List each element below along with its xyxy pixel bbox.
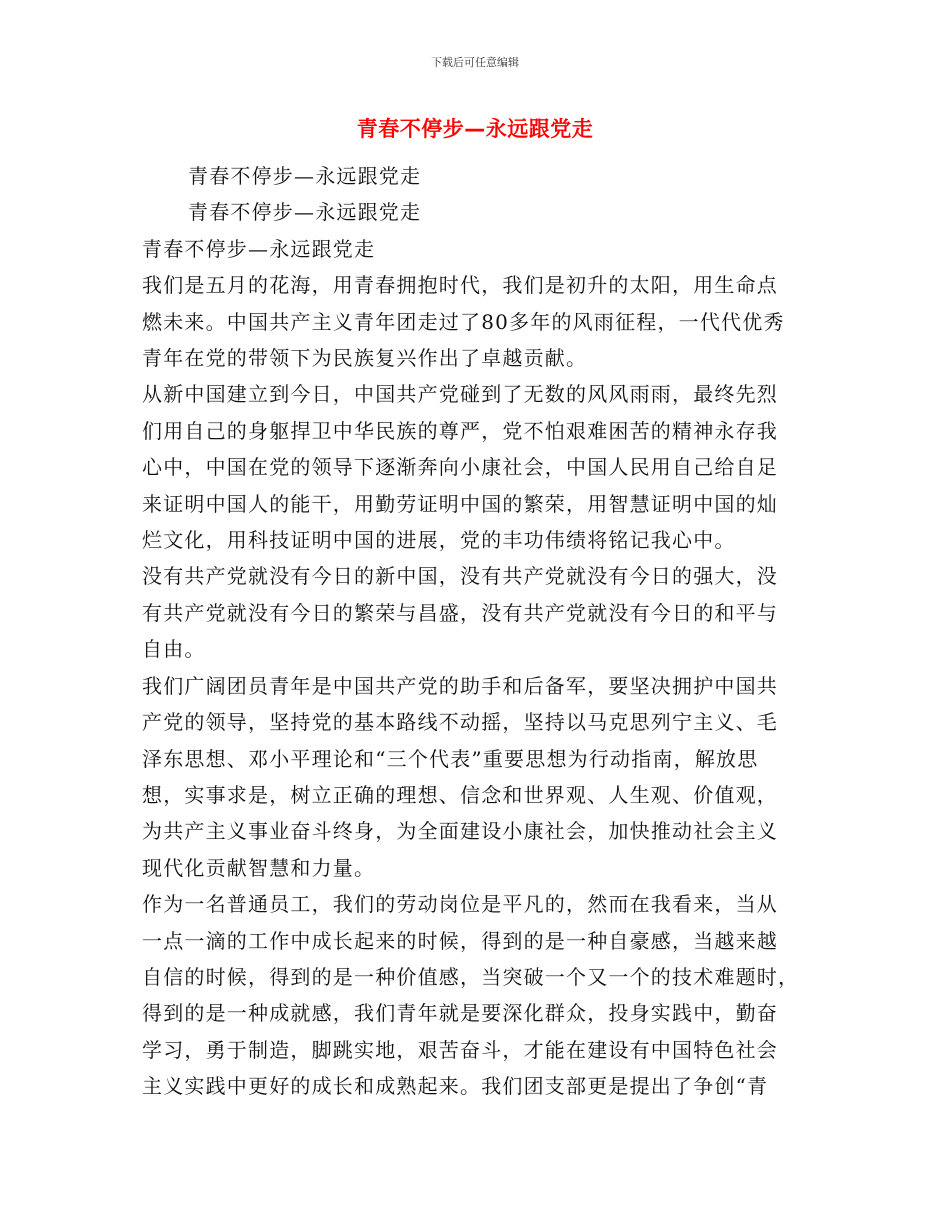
text-line: 产党的领导，坚持党的基本路线不动摇，坚持以马克思列宁主义、毛 <box>142 710 778 735</box>
document-title: 青春不停步—永远跟党走 <box>356 117 594 141</box>
text-line: 青年在党的带领下为民族复兴作出了卓越贡献。 <box>142 346 588 371</box>
text-line: 自由。 <box>142 637 206 662</box>
text-line: 学习，勇于制造，脚跳实地，艰苦奋斗，才能在建设有中国特色社会 <box>142 1037 778 1062</box>
header-note: 下载后可任意编辑 <box>431 56 519 69</box>
text-line: 自信的时候，得到的是一种价值感，当突破一个又一个的技术难题时， <box>142 964 800 989</box>
text-line: 现代化贡献智慧和力量。 <box>142 855 376 880</box>
text-line: 我们广阔团员青年是中国共产党的助手和后备军，要坚决拥护中国共 <box>142 673 778 698</box>
text-line: 想，实事求是，树立正确的理想、信念和世界观、人生观、价值观， <box>142 782 778 807</box>
text-line: 泽东思想、邓小平理论和“三个代表”重要思想为行动指南，解放思 <box>142 746 759 771</box>
text-line: 一点一滴的工作中成长起来的时候，得到的是一种自豪感，当越来越 <box>142 928 778 953</box>
text-line: 烂文化，用科技证明中国的进展，党的丰功伟绩将铭记我心中。 <box>142 528 736 553</box>
text-line: 青春不停步—永远跟党走 <box>188 200 422 225</box>
text-line: 主义实践中更好的成长和成熟起来。我们团支部更是提出了争创“青 <box>142 1074 769 1099</box>
text-line: 作为一名普通员工，我们的劳动岗位是平凡的，然而在我看来，当从 <box>142 892 778 917</box>
text-line: 心中，中国在党的领导下逐渐奔向小康社会，中国人民用自己给自足 <box>142 455 778 480</box>
text-line: 为共产主义事业奋斗终身，为全面建设小康社会，加快推动社会主义 <box>142 819 778 844</box>
document-body <box>142 158 802 1105</box>
text-line: 得到的是一种成就感，我们青年就是要深化群众，投身实践中，勤奋 <box>142 1001 778 1026</box>
text-line: 没有共产党就没有今日的新中国，没有共产党就没有今日的强大，没 <box>142 564 778 589</box>
text-line: 有共产党就没有今日的繁荣与昌盛，没有共产党就没有今日的和平与 <box>142 600 778 625</box>
text-line: 们用自己的身躯捍卫中华民族的尊严，党不怕艰难困苦的精神永存我 <box>142 418 778 443</box>
text-line: 燃未来。中国共产主义青年团走过了80多年的风雨征程，一代代优秀 <box>142 309 785 334</box>
text-line: 青春不停步—永远跟党走 <box>142 236 376 261</box>
text-line: 青春不停步—永远跟党走 <box>188 164 422 188</box>
text-line: 我们是五月的花海，用青春拥抱时代，我们是初升的太阳，用生命点 <box>142 273 778 298</box>
text-line: 从新中国建立到今日，中国共产党碰到了无数的风风雨雨，最终先烈 <box>142 382 778 407</box>
text-line: 来证明中国人的能干，用勤劳证明中国的繁荣，用智慧证明中国的灿 <box>142 491 778 516</box>
